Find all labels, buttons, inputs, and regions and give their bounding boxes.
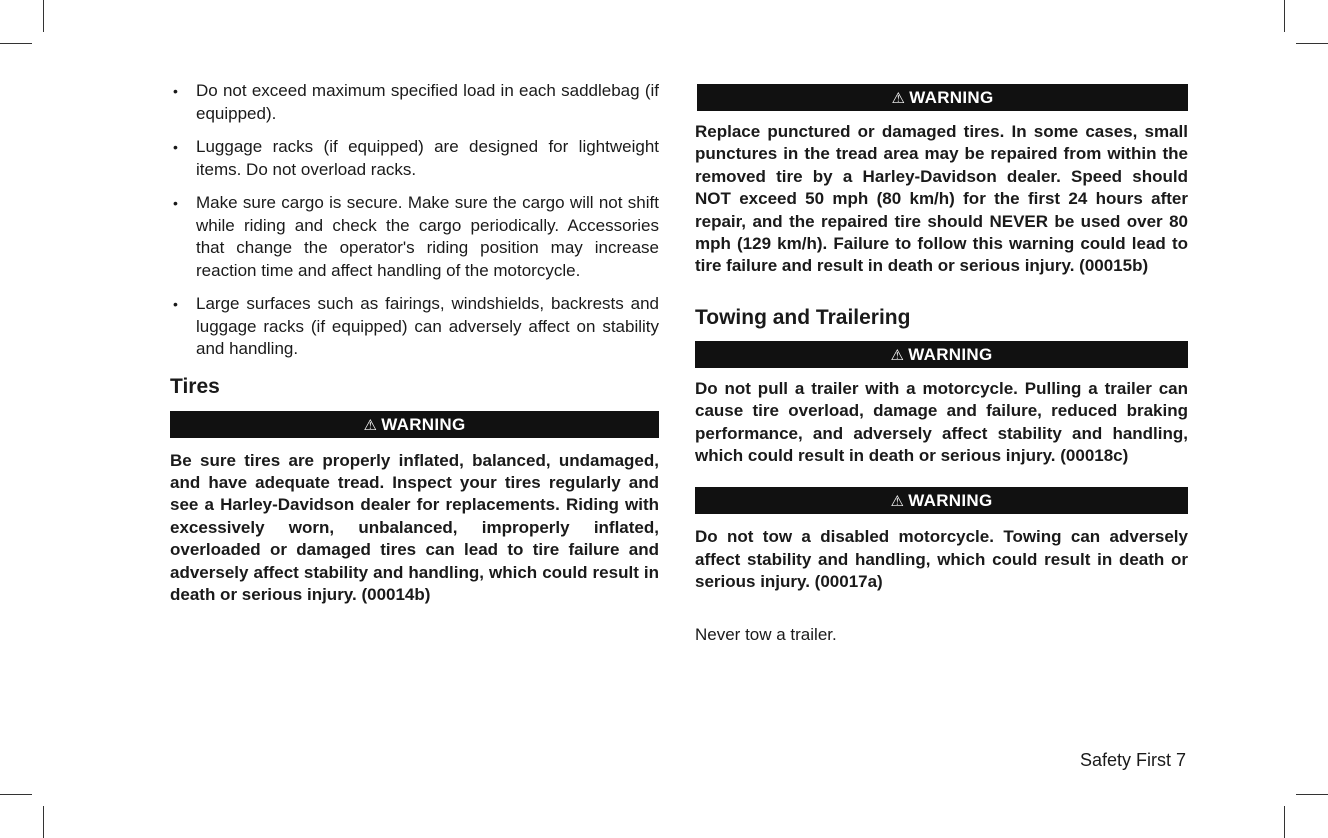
tow-warning-banner: [695, 487, 1188, 514]
crop-mark: [1296, 794, 1328, 795]
list-item: [170, 80, 659, 125]
crop-mark: [1296, 43, 1328, 44]
trailer-warning-banner: [695, 341, 1188, 368]
bullet-text: Luggage racks (if equipped) are designed for lightweight items. Do not overload racks.: [196, 137, 659, 179]
bullet-dot-icon: •: [173, 195, 178, 211]
list-item: [170, 136, 659, 181]
crop-mark: [0, 43, 32, 44]
cargo-bullet-list: [170, 80, 659, 361]
crop-mark: [0, 794, 32, 795]
closing-text: Never tow a trailer.: [695, 624, 837, 644]
trailer-warning-text: Do not pull a trailer with a motorcycle. Pulling a trailer can cause tire overload, damage and failure, reduced braking performance, and adversely affect stability and handling, which could result in death or serious injury. (00018c): [695, 378, 1188, 466]
crop-mark: [1284, 0, 1285, 32]
warning-label: WARNING: [908, 344, 993, 364]
crop-mark: [1284, 806, 1285, 838]
tires-heading: Tires: [170, 374, 220, 398]
tires-warning-banner: [170, 411, 659, 438]
towing-heading: Towing and Trailering: [695, 305, 911, 329]
crop-mark: [43, 0, 44, 32]
warning-triangle-icon: ⚠: [890, 493, 905, 511]
bullet-text: Large surfaces such as fairings, windshields, backrests and luggage racks (if equipped) can adversely affect on stability and handling.: [196, 294, 659, 358]
warning-label: WARNING: [908, 491, 993, 511]
warning-triangle-icon: ⚠: [890, 346, 905, 364]
bullet-text: Do not exceed maximum specified load in each saddlebag (if equipped).: [196, 81, 659, 123]
warning-triangle-icon: ⚠: [363, 416, 378, 434]
bullet-text: Make sure cargo is secure. Make sure the cargo will not shift while riding and check the cargo periodically. Accessories that change the operator's riding position may increase reaction time and affect handling of the motorcycle.: [196, 193, 659, 280]
list-item: [170, 192, 659, 282]
tire-repair-warning-text: Replace punctured or damaged tires. In some cases, small punctures in the tread area may be repaired from within the removed tire by a Harley-Davidson dealer. Speed should NOT exceed 50 mph (80 km/h) for the first 24 hours after repair, and the repaired tire should NEVER be used over 80 mph (129 km/h). Failure to follow this warning could lead to tire failure and result in death or serious injury. (00015b): [695, 122, 1188, 276]
tire-repair-warning-banner: [697, 84, 1188, 111]
list-item: [170, 293, 659, 361]
tires-warning-text: Be sure tires are properly inflated, balanced, undamaged, and have adequate tread. Inspect your tires regularly and see a Harley-Davidson dealer for replacements. Riding with excessively worn, unbalanced, improperly inflated, overloaded or damaged tires can lead to tire failure and adversely affect stability and handling, which could result in death or serious injury. (00014b): [170, 450, 659, 604]
bullet-dot-icon: •: [173, 139, 178, 155]
page-footer: Safety First 7: [1079, 750, 1186, 770]
left-column: [170, 80, 659, 606]
bullet-dot-icon: •: [173, 296, 178, 312]
tow-warning-text: Do not tow a disabled motorcycle. Towing can adversely affect stability and handling, which could result in death or serious injury. (00017a): [695, 527, 1188, 592]
right-column: [695, 84, 1188, 646]
warning-triangle-icon: ⚠: [891, 90, 906, 107]
warning-label: WARNING: [909, 88, 994, 107]
bullet-dot-icon: •: [173, 83, 178, 99]
warning-label: WARNING: [381, 414, 466, 434]
crop-mark: [43, 806, 44, 838]
